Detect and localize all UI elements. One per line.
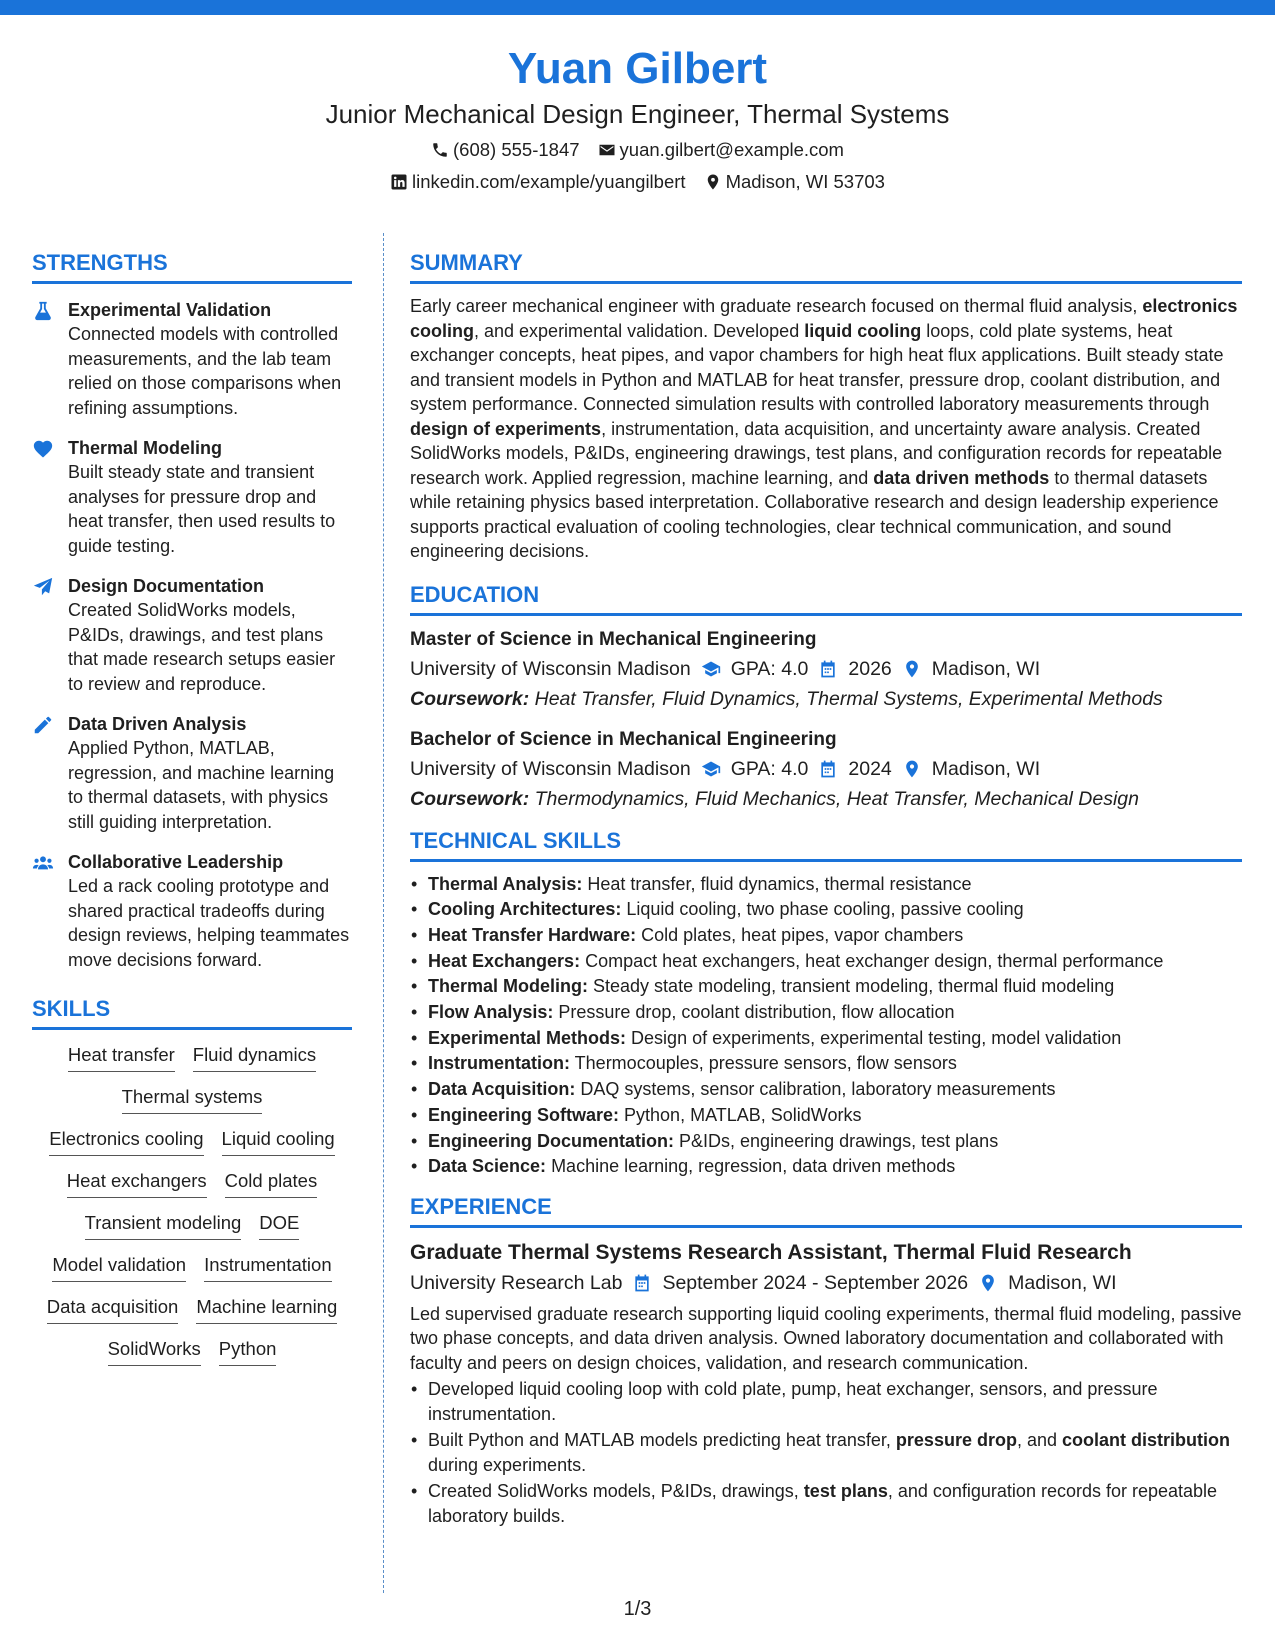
bullet-text: , and [1016, 1430, 1063, 1451]
strength-item [32, 850, 352, 972]
skill-tag-row [32, 1168, 352, 1198]
phone-number: (608) 555-1847 [453, 139, 580, 160]
skill-value: Liquid cooling, two phase cooling, passive cooling [621, 899, 1024, 920]
skill-label: Thermal Modeling: [428, 976, 589, 997]
skill-value: P&IDs, engineering drawings, test plans [674, 1130, 999, 1151]
skill-tag-row [32, 1252, 352, 1282]
strength-title: Data Driven Analysis [68, 714, 247, 734]
summary-bold-text: electronics cooling [410, 296, 1238, 341]
bullet-text: during experiments. [428, 1454, 587, 1475]
experience-heading: EXPERIENCE [410, 1192, 1242, 1228]
strength-title: Design Documentation [68, 576, 265, 596]
technical-skill-item [410, 1154, 1242, 1180]
technical-skill-item [410, 974, 1242, 1000]
strength-item [32, 298, 352, 420]
skill-value: Heat transfer, fluid dynamics, thermal resistance [582, 873, 972, 894]
skill-tag: Data acquisition [47, 1294, 179, 1324]
school-name: University of Wisconsin Madison [410, 657, 691, 680]
skill-tag-row [32, 1294, 352, 1324]
contact-row-1 [0, 137, 1275, 163]
skill-label: Heat Transfer Hardware: [428, 924, 637, 945]
phone-contact [431, 137, 580, 163]
coursework-label: Coursework: [410, 787, 530, 810]
gpa-text: GPA: 4.0 [730, 657, 809, 680]
skill-label: Heat Exchangers: [428, 950, 581, 971]
job-meta [410, 1268, 1242, 1298]
job-bullet [410, 1479, 1242, 1528]
skill-tag: Instrumentation [204, 1252, 332, 1282]
technical-skills-list [410, 872, 1242, 1180]
skill-label: Experimental Methods: [428, 1027, 627, 1048]
column-divider [383, 233, 384, 1593]
page-number: 1/3 [623, 1598, 652, 1620]
skill-tag: Fluid dynamics [193, 1042, 316, 1072]
summary-bold-text: data driven methods [873, 467, 1050, 488]
skill-tag: Heat exchangers [67, 1168, 207, 1198]
skill-value: Design of experiments, experimental testing, model validation [626, 1027, 1122, 1048]
bullet-bold-text: pressure drop [895, 1430, 1017, 1451]
strength-desc: Created SolidWorks models, P&IDs, drawings, and test plans that made research setups easier to review and reproduce. [68, 600, 336, 694]
skill-value: Thermocouples, pressure sensors, flow sensors [570, 1053, 957, 1074]
skill-tag: Liquid cooling [222, 1126, 335, 1156]
skill-tag: SolidWorks [108, 1336, 201, 1366]
skill-tag-row [32, 1336, 352, 1366]
linkedin-url[interactable]: linkedin.com/example/yuangilbert [412, 171, 686, 192]
coursework-label: Coursework: [410, 687, 530, 710]
skill-tag-row [32, 1210, 352, 1240]
school-name: University of Wisconsin Madison [410, 757, 691, 780]
skill-tag: DOE [259, 1210, 299, 1240]
bullet-text: Created SolidWorks models, P&IDs, drawings, [428, 1481, 804, 1502]
strength-desc: Applied Python, MATLAB, regression, and machine learning to thermal datasets, with physics still guiding interpretation. [68, 738, 335, 832]
coursework-line [410, 684, 1242, 714]
map-pin-icon [902, 659, 922, 679]
strength-title: Thermal Modeling [68, 438, 223, 458]
technical-skill-item [410, 872, 1242, 898]
job-location: Madison, WI [1008, 1271, 1117, 1294]
skill-label: Instrumentation: [428, 1053, 570, 1074]
location-contact [704, 169, 885, 195]
school-location: Madison, WI [931, 657, 1041, 680]
strength-item [32, 712, 352, 834]
linkedin-contact[interactable] [390, 169, 686, 195]
skill-label: Thermal Analysis: [428, 873, 583, 894]
strength-desc: Led a rack cooling prototype and shared practical tradeoffs during design reviews, helping teammates move decisions forward. [68, 876, 350, 970]
email-address[interactable]: yuan.gilbert@example.com [619, 139, 844, 160]
summary-heading: SUMMARY [410, 248, 1242, 284]
coursework-list: Heat Transfer, Fluid Dynamics, Thermal Systems, Experimental Methods [529, 687, 1163, 710]
school-location: Madison, WI [931, 757, 1041, 780]
skill-tag: Electronics cooling [49, 1126, 203, 1156]
skill-tag-row [32, 1126, 352, 1156]
skill-tag-row [32, 1042, 352, 1072]
map-pin-icon [902, 759, 922, 779]
summary-text: to thermal datasets while retaining physics based interpretation. Collaborative research and design leadership experience supports practical evaluation of cooling technologies, clear technical communication, and sound engineering decisions. [410, 467, 1219, 561]
technical-skill-item [410, 1026, 1242, 1052]
skill-tag: Python [219, 1336, 277, 1366]
skill-label: Engineering Software: [428, 1104, 620, 1125]
graduation-year: 2024 [848, 757, 892, 780]
technical-skill-item [410, 949, 1242, 975]
skill-label: Data Science: [428, 1156, 547, 1177]
summary-bold-text: design of experiments [410, 418, 602, 439]
bullet-text: , and configuration records for repeatable laboratory builds. [428, 1481, 1218, 1526]
job-bullet [410, 1428, 1242, 1477]
candidate-title: Junior Mechanical Design Engineer, Thermal Systems [325, 99, 950, 129]
paper-plane-icon [32, 576, 54, 598]
technical-skill-item [410, 897, 1242, 923]
strength-desc: Built steady state and transient analyses for pressure drop and heat transfer, then used results to guide testing. [68, 462, 336, 556]
bullet-text: Built Python and MATLAB models predicting heat transfer, [428, 1430, 896, 1451]
skill-value: Compact heat exchangers, heat exchanger design, thermal performance [580, 950, 1164, 971]
summary-paragraph [410, 294, 1242, 564]
linkedin-icon [390, 173, 408, 191]
skill-value: Cold plates, heat pipes, vapor chambers [636, 924, 964, 945]
technical-skill-item [410, 923, 1242, 949]
skill-label: Data Acquisition: [428, 1079, 576, 1100]
job-bullet [410, 1377, 1242, 1426]
right-column [410, 248, 1242, 1528]
skill-label: Cooling Architectures: [428, 899, 622, 920]
strength-title: Collaborative Leadership [68, 852, 284, 872]
skills-section [32, 994, 352, 1366]
location-text: Madison, WI 53703 [725, 171, 885, 192]
degree-title: Bachelor of Science in Mechanical Engineering [410, 728, 837, 750]
bullet-bold-text: test plans [803, 1481, 888, 1502]
technical-skill-item [410, 1077, 1242, 1103]
skill-label: Engineering Documentation: [428, 1130, 675, 1151]
gpa-text: GPA: 4.0 [730, 757, 809, 780]
resume-header [0, 40, 1275, 195]
calendar-icon [632, 1273, 652, 1293]
summary-text: , instrumentation, data acquisition, and uncertainty aware analysis. Created SolidWorks models, P&IDs, engineering drawings, test plans, and configuration records for repeatable research work. Applied regression, machine learning, and [410, 418, 1223, 488]
calendar-icon [818, 659, 838, 679]
envelope-icon [598, 141, 616, 159]
job-description: Led supervised graduate research supporting liquid cooling experiments, thermal fluid modeling, passive two phase concepts, and data driven analysis. Owned laboratory documentation and collaborated with faculty and peers on design choices, validation, and research communication. [410, 1303, 1242, 1373]
skill-value: Python, MATLAB, SolidWorks [619, 1104, 862, 1125]
technical-skills-heading: TECHNICAL SKILLS [410, 826, 1242, 862]
heart-icon [32, 438, 54, 460]
skill-tag: Model validation [52, 1252, 186, 1282]
skill-value: DAQ systems, sensor calibration, laboratory measurements [575, 1079, 1056, 1100]
skill-tag: Transient modeling [85, 1210, 242, 1240]
bullet-bold-text: coolant distribution [1062, 1430, 1231, 1451]
graduation-cap-icon [701, 759, 721, 779]
strength-item [32, 436, 352, 558]
education-heading: EDUCATION [410, 580, 1242, 616]
summary-text: Early career mechanical engineer with graduate research focused on thermal fluid analysis, [410, 296, 1143, 316]
skill-tag: Thermal systems [122, 1084, 263, 1114]
calendar-icon [818, 759, 838, 779]
job-bullets [410, 1377, 1242, 1528]
technical-skill-item [410, 1000, 1242, 1026]
education-meta [410, 754, 1242, 784]
top-accent-bar [0, 0, 1275, 15]
strength-item [32, 574, 352, 696]
email-contact[interactable] [598, 137, 844, 163]
skill-value: Pressure drop, coolant distribution, flow allocation [553, 1002, 955, 1023]
skill-tag-row [32, 1084, 352, 1114]
summary-text: loops, cold plate systems, heat exchanger concepts, heat pipes, and vapor chambers for high heat flux applications. Built steady state and transient models in Python and MATLAB for heat transfer, pressure drop, coolant distribution, and system performance. Connected simulation results with controlled laboratory measurements through [410, 320, 1224, 414]
users-icon [32, 852, 54, 874]
organization-name: University Research Lab [410, 1271, 623, 1294]
summary-bold-text: liquid cooling [804, 320, 922, 341]
coursework-line [410, 784, 1242, 814]
summary-text: , and experimental validation. Developed [474, 320, 805, 341]
candidate-name: Yuan Gilbert [507, 44, 768, 93]
skill-tag: Cold plates [225, 1168, 318, 1198]
technical-skill-item [410, 1129, 1242, 1155]
skill-tag: Heat transfer [68, 1042, 175, 1072]
contact-row-2 [0, 169, 1275, 195]
skill-value: Machine learning, regression, data driven methods [546, 1156, 956, 1177]
education-meta [410, 654, 1242, 684]
map-pin-icon [978, 1273, 998, 1293]
strengths-heading: STRENGTHS [32, 248, 352, 284]
education-entry [410, 626, 1242, 714]
education-entry [410, 726, 1242, 814]
coursework-list: Thermodynamics, Fluid Mechanics, Heat Transfer, Mechanical Design [529, 787, 1139, 810]
strengths-list [32, 294, 352, 972]
left-column [32, 248, 352, 1376]
strength-desc: Connected models with controlled measurements, and the lab team relied on those comparisons when refining assumptions. [68, 324, 342, 418]
skill-value: Steady state modeling, transient modeling, thermal fluid modeling [588, 976, 1115, 997]
skill-tag: Machine learning [196, 1294, 337, 1324]
technical-skill-item [410, 1103, 1242, 1129]
pencil-icon [32, 714, 54, 736]
flask-icon [32, 300, 54, 322]
phone-icon [431, 141, 449, 159]
strength-title: Experimental Validation [68, 300, 272, 320]
graduation-year: 2026 [848, 657, 892, 680]
skill-label: Flow Analysis: [428, 1002, 554, 1023]
technical-skill-item [410, 1051, 1242, 1077]
skills-heading: SKILLS [32, 994, 352, 1030]
degree-title: Master of Science in Mechanical Engineering [410, 628, 817, 650]
bullet-text: Developed liquid cooling loop with cold plate, pump, heat exchanger, sensors, and pressure instrumentation. [428, 1379, 1158, 1424]
job-dates: September 2024 - September 2026 [662, 1271, 969, 1294]
job-title: Graduate Thermal Systems Research Assistant, Thermal Fluid Research [410, 1240, 1132, 1264]
graduation-cap-icon [701, 659, 721, 679]
map-pin-icon [704, 173, 722, 191]
